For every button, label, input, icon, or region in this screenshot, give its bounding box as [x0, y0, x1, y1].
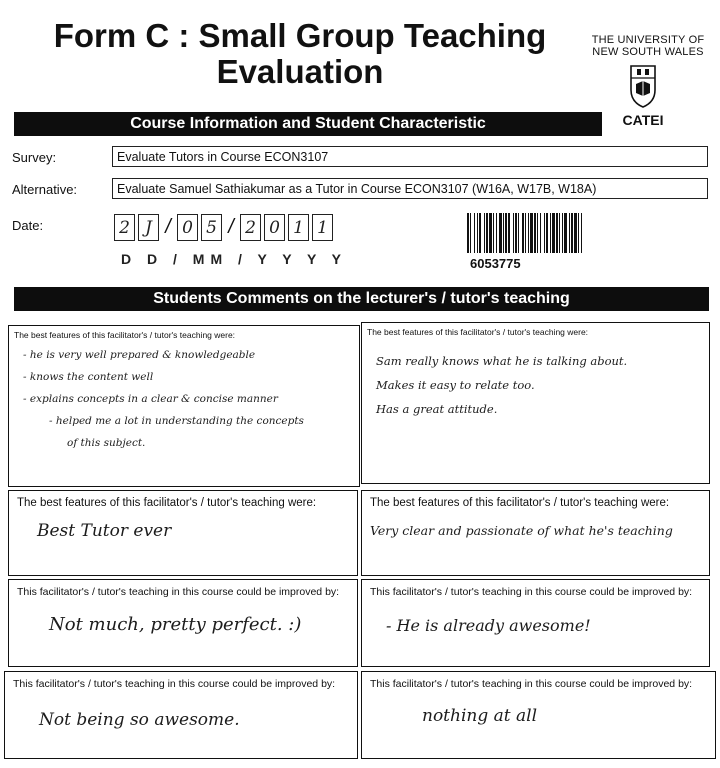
form-title [20, 18, 580, 90]
comment-box-3 [8, 490, 358, 576]
date-day-1: 2 [114, 214, 135, 241]
comment-box-label: This facilitator's / tutor's teaching in this course could be improved by: [370, 678, 693, 690]
date-year-2: 0 [264, 214, 285, 241]
comments-header: Students Comments on the lecturer's / tutor's teaching [14, 287, 709, 311]
date-separator: / [165, 216, 171, 238]
handwritten-line: - He is already awesome! [386, 616, 591, 635]
course-info-header: Course Information and Student Characteristic [14, 112, 602, 136]
university-line1: THE UNIVERSITY OF [591, 34, 705, 46]
handwritten-line: Makes it easy to relate too. [376, 378, 535, 392]
university-crest-icon [628, 64, 658, 108]
comment-box-8 [361, 671, 716, 759]
comment-box-7 [4, 671, 358, 759]
comment-box-5 [8, 579, 358, 667]
comment-box-label: The best features of this facilitator's / tutor's teaching were: [370, 497, 670, 509]
comment-box-label: This facilitator's / tutor's teaching in this course could be improved by: [17, 586, 340, 598]
date-month-1: 0 [177, 214, 198, 241]
comment-box-6 [361, 579, 710, 667]
handwritten-line: Not being so awesome. [39, 710, 240, 730]
handwritten-line: Has a great attitude. [376, 402, 498, 416]
date-month-2: 5 [201, 214, 222, 241]
comment-box-label: This facilitator's / tutor's teaching in this course could be improved by: [370, 586, 693, 598]
date-separator: / [228, 216, 234, 238]
form-title-line2: Evaluation [216, 53, 384, 90]
comment-box-label: This facilitator's / tutor's teaching in this course could be improved by: [13, 678, 336, 690]
comment-box-label: The best features of this facilitator's / tutor's teaching were: [17, 497, 317, 509]
date-label: Date: [12, 218, 44, 233]
handwritten-line: - he is very well prepared & knowledgeable [23, 349, 256, 361]
handwritten-line: nothing at all [422, 706, 538, 726]
alternative-label: Alternative: [12, 182, 78, 197]
date-year-4: 1 [312, 214, 333, 241]
comment-box-1 [8, 325, 360, 487]
catei-label: CATEI [622, 112, 664, 128]
survey-field: Evaluate Tutors in Course ECON3107 [112, 146, 708, 167]
handwritten-line: - helped me a lot in understanding the concepts [49, 415, 304, 427]
handwritten-line: - knows the content well [23, 371, 154, 383]
barcode-icon [467, 213, 703, 253]
date-day-2: J [138, 214, 159, 241]
barcode-number: 6053775 [470, 256, 521, 271]
comment-box-label: The best features of this facilitator's / tutor's teaching were: [367, 327, 589, 337]
handwritten-line: Not much, pretty perfect. :) [49, 614, 302, 635]
university-name [583, 34, 713, 58]
handwritten-line: of this subject. [67, 437, 146, 449]
alternative-field: Evaluate Samuel Sathiakumar as a Tutor in Course ECON3107 (W16A, W17B, W18A) [112, 178, 708, 199]
handwritten-line: - explains concepts in a clear & concise manner [23, 393, 278, 405]
handwritten-line: Best Tutor ever [37, 521, 172, 541]
handwritten-line: Very clear and passionate of what he's teaching [370, 523, 673, 538]
handwritten-line: Sam really knows what he is talking about. [376, 354, 628, 368]
date-format-hint: D D / MM / Y Y Y Y [121, 251, 348, 267]
barcode-stripe [581, 213, 582, 253]
comment-box-2 [361, 322, 710, 484]
university-line2: NEW SOUTH WALES [592, 46, 704, 58]
comment-box-4 [361, 490, 710, 576]
survey-label: Survey: [12, 150, 57, 165]
comment-box-label: The best features of this facilitator's / tutor's teaching were: [14, 330, 236, 340]
date-year-1: 2 [240, 214, 261, 241]
date-boxes [114, 214, 336, 241]
date-year-3: 1 [288, 214, 309, 241]
form-title-line1: Form C : Small Group Teaching [53, 17, 547, 54]
